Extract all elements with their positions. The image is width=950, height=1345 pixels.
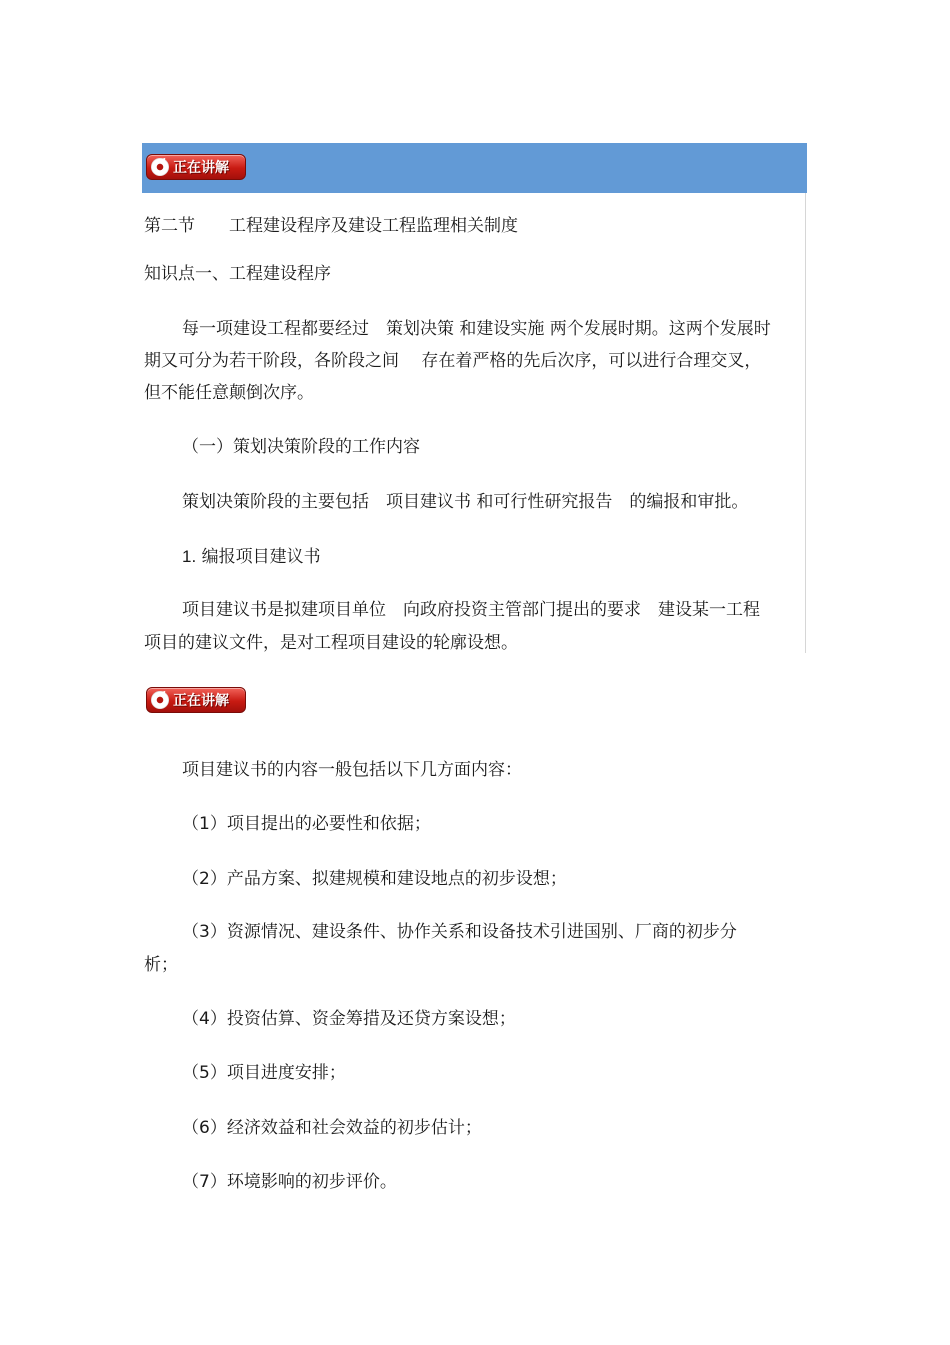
list-item: （5）项目进度安排； [182,1063,346,1083]
intro-line-1: 每一项建设工程都要经过 策划决策 和建设实施 两个发展时期。这两个发展时 [182,319,771,339]
disc-icon [151,158,169,176]
list-item: （3）资源情况、建设条件、协作关系和设备技术引进国别、厂商的初步分 [182,922,737,942]
item-1-title: 编报项目建议书 [201,547,321,567]
stage-summary: 策划决策阶段的主要包括 项目建议书 和可行性研究报告 的编报和审批。 [182,492,749,512]
contents-intro: 项目建议书的内容一般包括以下几方面内容： [182,760,522,780]
list-item: （2）产品方案、拟建规模和建设地点的初步设想； [182,869,567,889]
now-explaining-badge [146,154,246,180]
subheading-planning-stage: （一）策划决策阶段的工作内容 [182,437,420,457]
list-item: （7）环境影响的初步评价。 [182,1172,397,1192]
knowledge-point-heading: 知识点一、工程建设程序 [144,264,331,284]
list-item: （4）投资估算、资金筹措及还贷方案设想； [182,1009,516,1029]
now-explaining-badge-2 [146,687,246,713]
item-1-number: 1. [182,547,197,566]
badge-label: 正在讲解 [173,693,229,709]
badge-label: 正在讲解 [173,160,229,176]
list-item-continuation: 析； [144,955,178,975]
proposal-definition-line-2: 项目的建议文件，是对工程项目建设的轮廓设想。 [144,633,518,653]
item-1-heading [182,546,321,568]
intro-line-3: 但不能任意颠倒次序。 [144,383,314,403]
list-item: （1）项目提出的必要性和依据； [182,814,431,834]
intro-line-2: 期又可分为若干阶段，各阶段之间 存在着严格的先后次序，可以进行合理交叉， [144,351,762,371]
proposal-definition-line-1: 项目建议书是拟建项目单位 向政府投资主管部门提出的要求 建设某一工程 [182,600,760,620]
section-heading: 第二节 工程建设程序及建设工程监理相关制度 [144,216,518,236]
list-item: （6）经济效益和社会效益的初步估计； [182,1118,482,1138]
disc-icon [151,691,169,709]
